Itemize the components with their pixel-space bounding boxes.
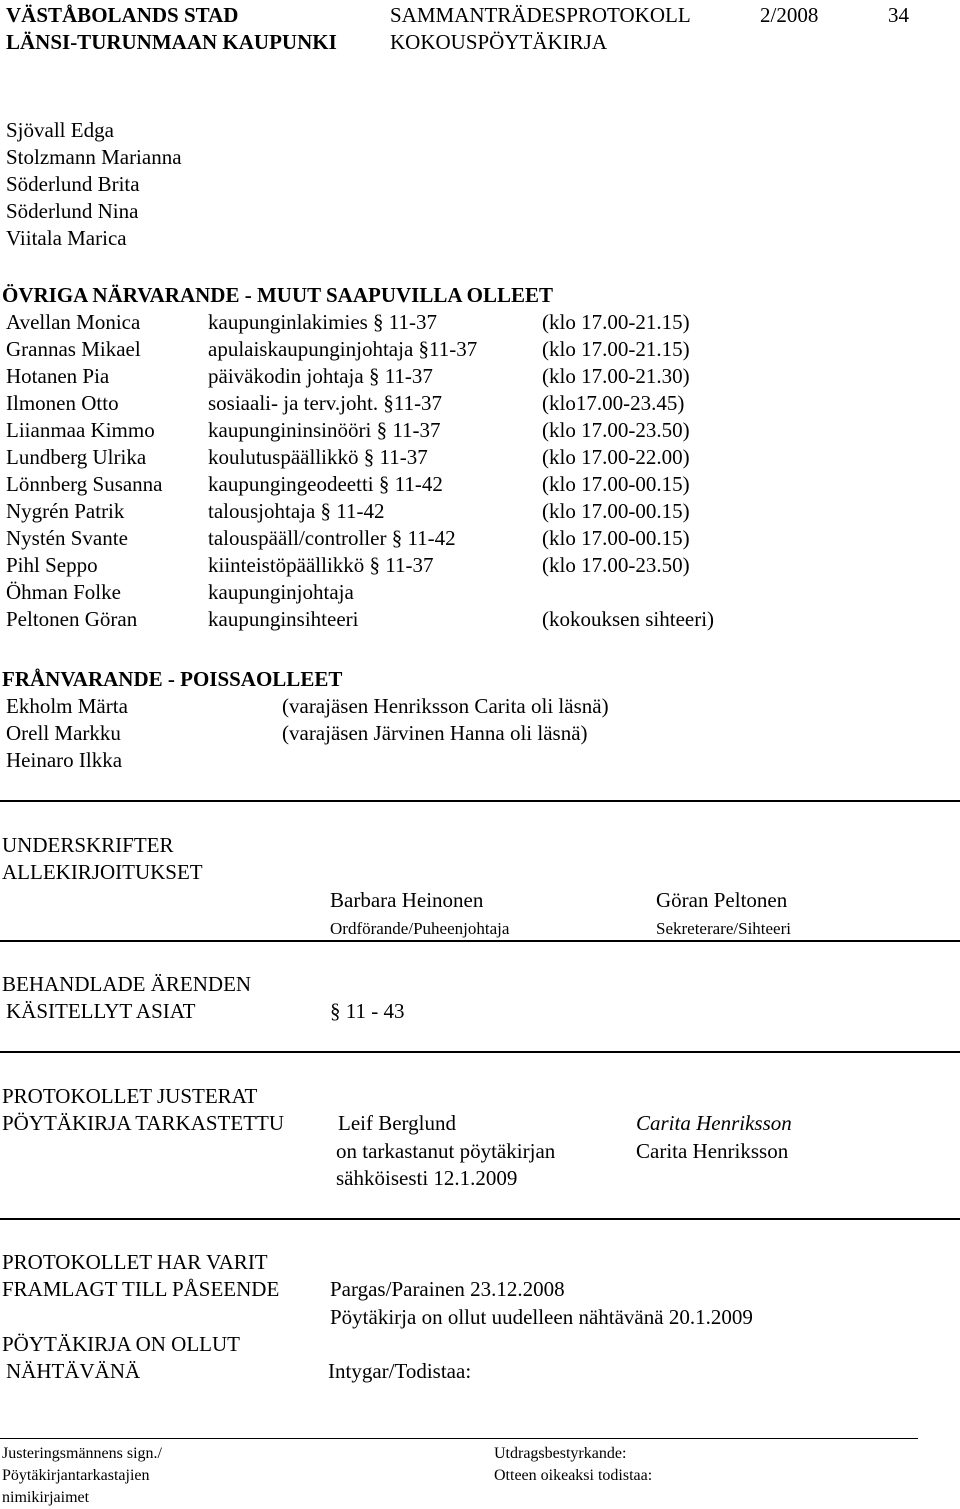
items-heading-fi: KÄSITELLYT ASIAT	[6, 999, 196, 1023]
others-heading: ÖVRIGA NÄRVARANDE - MUUT SAAPUVILLA OLLEET	[2, 283, 553, 307]
secretary-name: Göran Peltonen	[656, 888, 788, 912]
person-time: (klo 17.00-00.15)	[542, 472, 690, 496]
member-name: Sjövall Edga	[6, 118, 114, 142]
display-heading-fi2: NÄHTÄVÄNÄ	[6, 1359, 141, 1383]
person-time: (klo 17.00-21.15)	[542, 310, 690, 334]
certify-label: Intygar/Todistaa:	[328, 1359, 472, 1383]
footer-right-line2: Otteen oikeaksi todistaa:	[494, 1467, 653, 1484]
display-heading-fi: PÖYTÄKIRJA ON OLLUT	[2, 1332, 240, 1356]
absent-note: (varajäsen Järvinen Hanna oli läsnä)	[282, 721, 588, 745]
reviewer2-name: Carita Henriksson	[636, 1139, 789, 1163]
items-heading-sv: BEHANDLADE ÄRENDEN	[2, 972, 252, 996]
issue-number: 2/2008	[760, 3, 819, 27]
person-name: Hotanen Pia	[6, 364, 110, 388]
chair-title: Ordförande/Puheenjohtaja	[330, 919, 510, 938]
secretary-title: Sekreterare/Sihteeri	[656, 919, 791, 938]
display-heading-sv: PROTOKOLLET HAR VARIT	[2, 1250, 268, 1274]
chair-name: Barbara Heinonen	[330, 888, 484, 912]
org-name-fi: LÄNSI-TURUNMAAN KAUPUNKI	[6, 30, 337, 54]
footer-left-line1: Justeringsmännens sign./	[2, 1445, 162, 1462]
person-time: (klo17.00-23.45)	[542, 391, 685, 415]
footer-left-line2: Pöytäkirjantarkastajien	[2, 1467, 150, 1484]
person-time: (klo 17.00-23.50)	[542, 418, 690, 442]
person-name: Ilmonen Otto	[6, 391, 119, 415]
member-name: Viitala Marica	[6, 226, 127, 250]
person-name: Pihl Seppo	[6, 553, 98, 577]
member-name: Stolzmann Marianna	[6, 145, 182, 169]
review-heading-fi: PÖYTÄKIRJA TARKASTETTU	[2, 1111, 285, 1135]
display-place-date: Pargas/Parainen 23.12.2008	[330, 1277, 565, 1301]
person-name: Lundberg Ulrika	[6, 445, 147, 469]
person-role: talouspääll/controller § 11-42	[208, 526, 456, 550]
divider	[0, 800, 960, 802]
person-role: kaupunginjohtaja	[208, 580, 354, 604]
person-name: Grannas Mikael	[6, 337, 141, 361]
person-name: Peltonen Göran	[6, 607, 138, 631]
absent-heading: FRÅNVARANDE - POISSAOLLEET	[2, 667, 343, 691]
person-time: (klo 17.00-22.00)	[542, 445, 690, 469]
person-role: kaupunginlakimies § 11-37	[208, 310, 438, 334]
person-role: talousjohtaja § 11-42	[208, 499, 385, 523]
items-range: § 11 - 43	[330, 999, 405, 1023]
doc-type-fi: KOKOUSPÖYTÄKIRJA	[390, 30, 608, 54]
display-redisplay: Pöytäkirja on ollut uudelleen nähtävänä 20.1.2009	[330, 1305, 753, 1329]
person-time: (kokouksen sihteeri)	[542, 607, 715, 631]
page-number: 34	[888, 3, 909, 27]
person-role: kaupungininsinööri § 11-37	[208, 418, 441, 442]
footer-left-line3: nimikirjaimet	[2, 1489, 90, 1506]
person-name: Avellan Monica	[6, 310, 141, 334]
reviewer2-signature: Carita Henriksson	[636, 1111, 792, 1135]
person-time: (klo 17.00-23.50)	[542, 553, 690, 577]
person-role: sosiaali- ja terv.joht. §11-37	[208, 391, 443, 415]
person-time: (klo 17.00-21.15)	[542, 337, 690, 361]
reviewer1-note: sähköisesti 12.1.2009	[336, 1166, 518, 1190]
absent-note: (varajäsen Henriksson Carita oli läsnä)	[282, 694, 609, 718]
person-role: kaupungingeodeetti § 11-42	[208, 472, 443, 496]
org-name-sv: VÄSTÅBOLANDS STAD	[6, 3, 239, 27]
person-role: koulutuspäällikkö § 11-37	[208, 445, 428, 469]
person-role: päiväkodin johtaja § 11-37	[208, 364, 433, 388]
divider	[0, 940, 960, 942]
person-time: (klo 17.00-00.15)	[542, 499, 690, 523]
footer-right-line1: Utdragsbestyrkande:	[494, 1445, 627, 1462]
doc-type-sv: SAMMANTRÄDESPROTOKOLL	[390, 3, 691, 27]
member-name: Söderlund Brita	[6, 172, 140, 196]
person-name: Nystén Svante	[6, 526, 128, 550]
absent-name: Heinaro Ilkka	[6, 748, 123, 772]
divider	[0, 1218, 960, 1220]
signatures-heading-sv: UNDERSKRIFTER	[2, 833, 174, 857]
footer-rule	[0, 1438, 918, 1439]
absent-name: Ekholm Märta	[6, 694, 128, 718]
display-heading-sv2: FRAMLAGT TILL PÅSEENDE	[2, 1277, 280, 1301]
person-role: kaupunginsihteeri	[208, 607, 359, 631]
person-name: Lönnberg Susanna	[6, 472, 163, 496]
reviewer1-name: Leif Berglund	[338, 1111, 457, 1135]
person-time: (klo 17.00-21.30)	[542, 364, 690, 388]
person-role: kiinteistöpäällikkö § 11-37	[208, 553, 434, 577]
divider	[0, 1051, 960, 1053]
person-name: Liianmaa Kimmo	[6, 418, 155, 442]
member-name: Söderlund Nina	[6, 199, 139, 223]
reviewer1-note: on tarkastanut pöytäkirjan	[336, 1139, 556, 1163]
person-name: Öhman Folke	[6, 580, 121, 604]
person-role: apulaiskaupunginjohtaja §11-37	[208, 337, 478, 361]
absent-name: Orell Markku	[6, 721, 121, 745]
person-name: Nygrén Patrik	[6, 499, 125, 523]
signatures-heading-fi: ALLEKIRJOITUKSET	[2, 860, 203, 884]
review-heading-sv: PROTOKOLLET JUSTERAT	[2, 1084, 258, 1108]
person-time: (klo 17.00-00.15)	[542, 526, 690, 550]
